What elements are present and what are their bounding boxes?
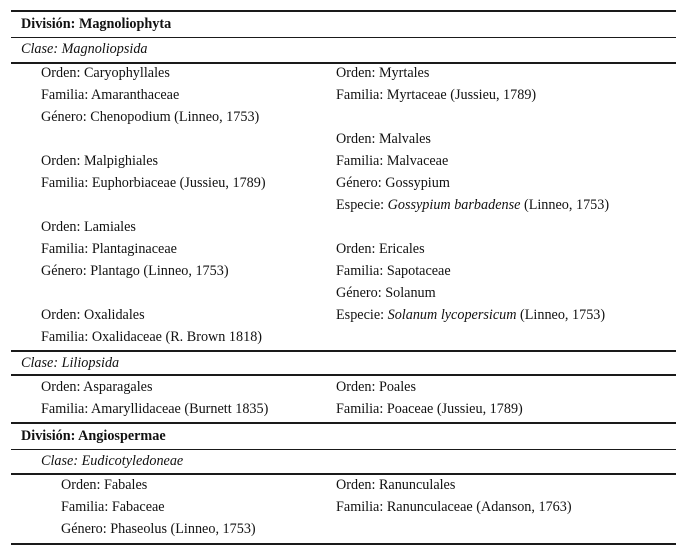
right-cell: Familia: Myrtaceae (Jussieu, 1789) xyxy=(336,87,537,103)
right-cell: Orden: Myrtales xyxy=(336,65,430,81)
left-cell: Familia: Oxalidaceae (R. Brown 1818) xyxy=(41,329,263,345)
table-bottom-rule xyxy=(11,543,676,545)
left-cell: Orden: Caryophyllales xyxy=(41,65,170,81)
species-author: (Linneo, 1753) xyxy=(516,307,606,323)
right-cell: Orden: Ericales xyxy=(336,241,425,257)
right-cell: Familia: Poaceae (Jussieu, 1789) xyxy=(336,401,523,417)
left-cell: Orden: Fabales xyxy=(61,477,148,493)
left-cell: Orden: Malpighiales xyxy=(41,153,159,169)
clase-liliopsida-heading: Clase: Liliopsida xyxy=(21,355,120,371)
clase-magnoliopsida-heading: Clase: Magnoliopsida xyxy=(21,41,148,57)
left-cell: Familia: Plantaginaceae xyxy=(41,241,177,257)
right-cell: Orden: Ranunculales xyxy=(336,477,456,493)
species-cell xyxy=(336,306,605,324)
table-top-rule xyxy=(11,10,676,12)
right-cell: Orden: Poales xyxy=(336,379,416,395)
left-cell: Orden: Oxalidales xyxy=(41,307,145,323)
right-cell: Género: Solanum xyxy=(336,285,436,301)
section-rule xyxy=(11,350,676,352)
species-author: (Linneo, 1753) xyxy=(520,197,610,213)
left-cell: Familia: Euphorbiaceae (Jussieu, 1789) xyxy=(41,175,266,191)
division-rule xyxy=(11,37,676,38)
species-prefix: Especie: xyxy=(336,307,388,323)
section-rule xyxy=(11,422,676,424)
left-cell: Género: Plantago (Linneo, 1753) xyxy=(41,263,229,279)
species-name: Gossypium barbadense xyxy=(387,197,521,213)
division-magnoliophyta-heading: División: Magnoliophyta xyxy=(21,16,172,32)
clase-eudicotyledoneae-heading: Clase: Eudicotyledoneae xyxy=(41,453,184,469)
left-cell: Orden: Asparagales xyxy=(41,379,153,395)
left-cell: Familia: Fabaceae xyxy=(61,499,165,515)
right-cell: Familia: Sapotaceae xyxy=(336,263,451,279)
left-cell: Género: Chenopodium (Linneo, 1753) xyxy=(41,109,260,125)
division-rule xyxy=(11,449,676,450)
species-prefix: Especie: xyxy=(336,197,388,213)
clase-rule xyxy=(11,374,676,376)
left-cell: Género: Phaseolus (Linneo, 1753) xyxy=(61,521,256,537)
left-cell: Familia: Amaranthaceae xyxy=(41,87,180,103)
division-angiospermae-heading: División: Angiospermae xyxy=(21,428,166,444)
left-cell: Orden: Lamiales xyxy=(41,219,136,235)
right-cell: Orden: Malvales xyxy=(336,131,431,147)
species-cell xyxy=(336,196,609,214)
species-name: Solanum lycopersicum xyxy=(387,307,517,323)
right-cell: Género: Gossypium xyxy=(336,175,450,191)
left-cell: Familia: Amaryllidaceae (Burnett 1835) xyxy=(41,401,269,417)
right-cell: Familia: Malvaceae xyxy=(336,153,449,169)
right-cell: Familia: Ranunculaceae (Adanson, 1763) xyxy=(336,499,572,515)
clase-rule xyxy=(11,473,676,475)
